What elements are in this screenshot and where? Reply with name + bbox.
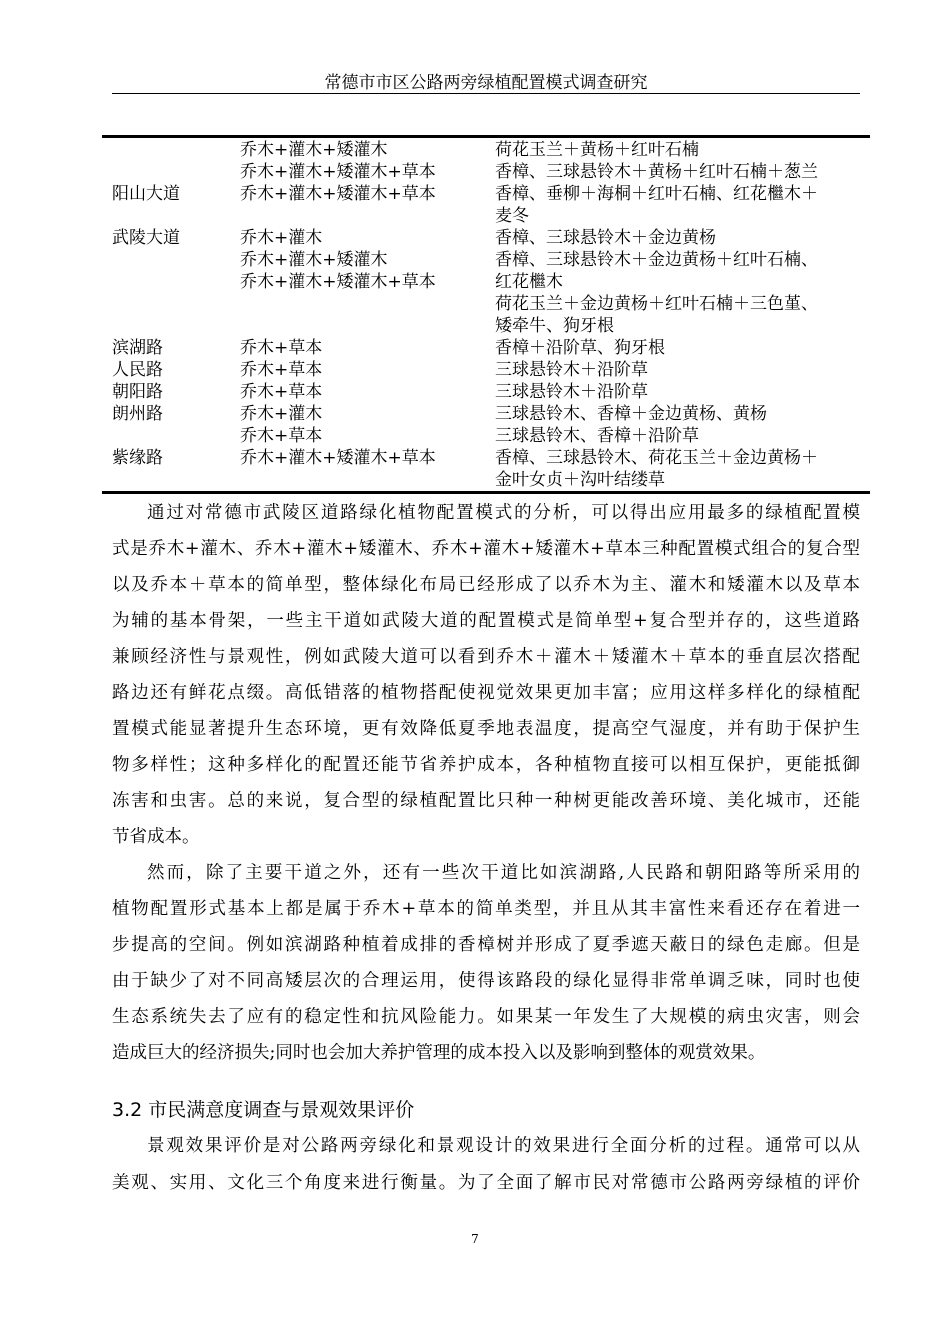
road-name-cell xyxy=(102,161,240,183)
road-name-cell xyxy=(102,381,240,403)
planting-mode: 乔木+灌木 xyxy=(240,228,323,248)
plant-species: 麦冬 xyxy=(495,206,529,226)
plant-species: 香樟、三球悬铃木＋金边黄杨＋红叶石楠、 xyxy=(495,250,818,270)
planting-mode: 乔木+草本 xyxy=(240,338,323,358)
planting-mode: 乔木+灌木+矮灌木 xyxy=(240,140,388,160)
table-row xyxy=(102,359,870,381)
paragraph-line: 景观效果评价是对公路两旁绿化和景观设计的效果进行全面分析的过程。通常可以从 xyxy=(147,1136,860,1156)
road-name: 阳山大道 xyxy=(112,184,180,204)
paragraph-line: 以及乔本＋草本的简单型，整体绿化布局已经形成了以乔木为主、灌木和矮灌木以及草本 xyxy=(112,575,860,595)
table-row xyxy=(102,161,870,183)
table-row xyxy=(102,227,870,337)
table-row xyxy=(102,381,870,403)
road-name: 人民路 xyxy=(112,360,163,380)
table-row xyxy=(102,447,870,491)
paragraph-line: 冻害和虫害。总的来说，复合型的绿植配置比只种一种树更能改善环境、美化城市，还能 xyxy=(112,791,860,811)
road-name: 朗州路 xyxy=(112,404,163,424)
plant-species: 香樟＋沿阶草、狗牙根 xyxy=(495,338,665,358)
table-row xyxy=(102,183,870,227)
road-name-cell xyxy=(102,447,240,491)
paragraph-line: 然而，除了主要干道之外，还有一些次干道比如滨湖路,人民路和朝阳路等所采用的 xyxy=(147,863,860,883)
plant-species: 香樟、三球悬铃木＋金边黄杨 xyxy=(495,228,716,248)
paragraph-line: 植物配置形式基本上都是属于乔木+草本的简单类型，并且从其丰富性来看还存在着进一 xyxy=(112,899,860,919)
plant-species: 香樟、三球悬铃木、荷花玉兰＋金边黄杨＋ xyxy=(495,448,818,468)
section-heading: 3.2 市民满意度调查与景观效果评价 xyxy=(112,1099,415,1121)
planting-mode: 乔木+草本 xyxy=(240,426,323,446)
planting-mode: 乔木+灌木+矮灌木+草本 xyxy=(240,162,436,182)
plant-species-cell xyxy=(495,337,870,359)
planting-mode: 乔木+草本 xyxy=(240,360,323,380)
planting-mode-cell xyxy=(240,381,495,403)
plant-species-cell xyxy=(495,447,870,491)
paragraph-line: 造成巨大的经济损失;同时也会加大养护管理的成本投入以及影响到整体的观赏效果。 xyxy=(112,1043,766,1063)
plant-species: 香樟、三球悬铃木＋黄杨＋红叶石楠＋葱兰 xyxy=(495,162,818,182)
road-name: 武陵大道 xyxy=(112,228,180,248)
road-name-cell xyxy=(102,403,240,447)
paragraph-line: 由于缺少了对不同高矮层次的合理运用，使得该路段的绿化显得非常单调乏味，同时也使 xyxy=(112,971,860,991)
plant-species-cell xyxy=(495,227,870,337)
planting-mode-cell xyxy=(240,161,495,183)
planting-mode-cell xyxy=(240,403,495,447)
paragraph-line: 生态系统失去了应有的稳定性和抗风险能力。如果某一年发生了大规模的病虫灾害，则会 xyxy=(112,1007,860,1027)
plant-species: 红花檵木 xyxy=(495,272,563,292)
paragraph-line: 置模式能显著提升生态环境，更有效降低夏季地表温度，提高空气湿度，并有助于保护生 xyxy=(112,719,860,739)
planting-mode-cell xyxy=(240,139,495,161)
running-header-title: 常德市市区公路两旁绿植配置模式调查研究 xyxy=(324,73,648,93)
road-name-cell xyxy=(102,139,240,161)
plant-species: 香樟、垂柳＋海桐＋红叶石楠、红花檵木＋ xyxy=(495,184,818,204)
plant-species: 三球悬铃木＋沿阶草 xyxy=(495,360,648,380)
planting-mode-cell xyxy=(240,337,495,359)
planting-mode-cell xyxy=(240,183,495,227)
plant-species-cell xyxy=(495,183,870,227)
plant-species: 金叶女贞＋沟叶结缕草 xyxy=(495,470,665,490)
road-name: 朝阳路 xyxy=(112,382,163,402)
road-name-cell xyxy=(102,359,240,381)
table-row xyxy=(102,403,870,447)
plant-species-cell xyxy=(495,161,870,183)
paragraph-line: 式是乔木+灌木、乔木+灌木+矮灌木、乔木+灌木+矮灌木+草本三种配置模式组合的复合型 xyxy=(112,539,860,559)
planting-mode: 乔木+灌木 xyxy=(240,404,323,424)
road-name-cell xyxy=(102,183,240,227)
plant-species: 三球悬铃木＋沿阶草 xyxy=(495,382,648,402)
plant-species-cell xyxy=(495,381,870,403)
table-row xyxy=(102,139,870,161)
plant-species-cell xyxy=(495,403,870,447)
plant-species-cell xyxy=(495,359,870,381)
planting-mode: 乔木+灌木+矮灌木+草本 xyxy=(240,184,436,204)
plant-species: 荷花玉兰＋黄杨＋红叶石楠 xyxy=(495,140,699,160)
paragraph-line: 美观、实用、文化三个角度来进行衡量。为了全面了解市民对常德市公路两旁绿植的评价 xyxy=(112,1172,860,1193)
planting-mode: 乔木+灌木+矮灌木 xyxy=(240,250,388,270)
planting-mode-table xyxy=(102,135,870,494)
header-divider xyxy=(112,93,860,94)
road-name-cell xyxy=(102,337,240,359)
paragraph-line: 物多样性；这种多样化的配置还能节省养护成本，各种植物直接可以相互保护，更能抵御 xyxy=(112,755,860,775)
planting-mode: 乔木+灌木+矮灌木+草本 xyxy=(240,272,436,292)
plant-species: 荷花玉兰＋金边黄杨＋红叶石楠＋三色堇、 xyxy=(495,294,818,314)
table-row xyxy=(102,337,870,359)
paragraph-line: 兼顾经济性与景观性，例如武陵大道可以看到乔木＋灌木＋矮灌木＋草本的垂直层次搭配 xyxy=(112,647,860,667)
planting-mode: 乔木+灌木+矮灌木+草本 xyxy=(240,448,436,468)
paragraph-line: 路边还有鲜花点缀。高低错落的植物搭配使视觉效果更加丰富；应用这样多样化的绿植配 xyxy=(112,683,860,703)
plant-species: 三球悬铃木、香樟＋沿阶草 xyxy=(495,426,699,446)
plant-species-cell xyxy=(495,139,870,161)
planting-mode-cell xyxy=(240,227,495,337)
paragraph-line: 通过对常德市武陵区道路绿化植物配置模式的分析，可以得出应用最多的绿植配置模 xyxy=(147,503,860,523)
planting-mode-cell xyxy=(240,447,495,491)
road-name: 紫缘路 xyxy=(112,448,163,468)
page-number: 7 xyxy=(471,1232,479,1246)
paragraph-line: 节省成本。 xyxy=(112,827,200,847)
plant-species: 矮牵牛、狗牙根 xyxy=(495,316,614,336)
paragraph-line: 步提高的空间。例如滨湖路种植着成排的香樟树并形成了夏季遮天蔽日的绿色走廊。但是 xyxy=(112,935,860,955)
road-name-cell xyxy=(102,227,240,337)
road-name: 滨湖路 xyxy=(112,338,163,358)
plant-species: 三球悬铃木、香樟＋金边黄杨、黄杨 xyxy=(495,404,767,424)
planting-mode: 乔木+草本 xyxy=(240,382,323,402)
paragraph-line: 为辅的基本骨架，一些主干道如武陵大道的配置模式是简单型+复合型并存的，这些道路 xyxy=(112,611,860,631)
planting-mode-cell xyxy=(240,359,495,381)
